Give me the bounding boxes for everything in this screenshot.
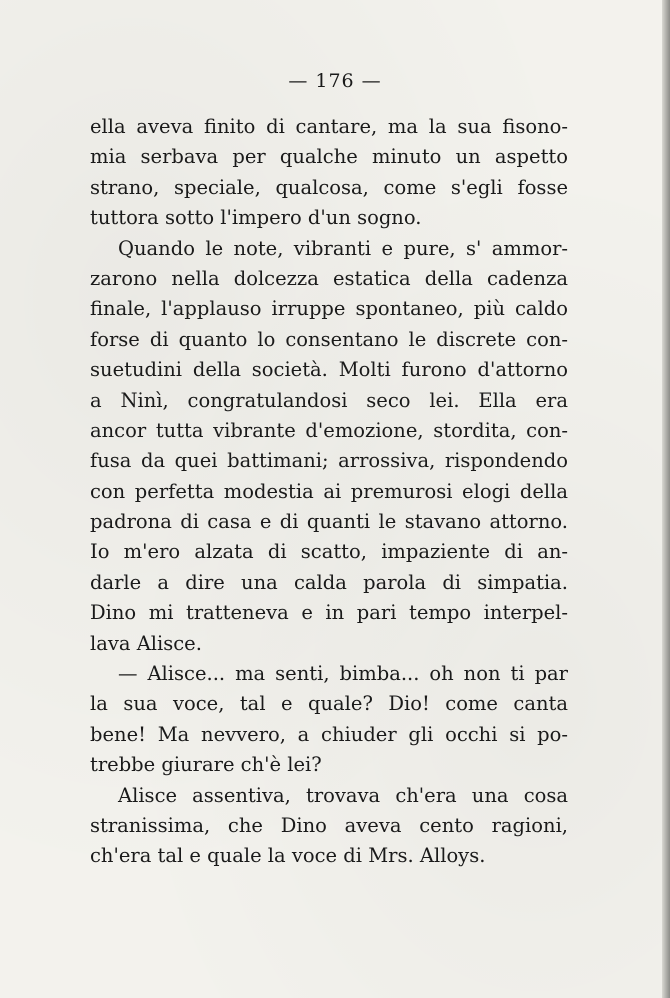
text-line: lava Alisce. <box>90 631 202 655</box>
text-line: trebbe giurare ch'è lei? <box>90 753 322 777</box>
page-number: — 176 — <box>288 70 382 92</box>
text-line: a Ninì, congratulandosi seco lei. Ella era <box>90 388 568 412</box>
text-line: suetudini della società. Molti furono d'attorno <box>90 358 568 382</box>
text-line: ch'era tal e quale la voce di Mrs. Alloys. <box>90 844 486 868</box>
text-line: Io m'ero alzata di scatto, impaziente di an- <box>90 540 568 564</box>
text-line: — Alisce... ma senti, bimba... oh non ti par <box>118 662 568 686</box>
text-line: mia serbava per qualche minuto un aspetto <box>90 145 568 169</box>
text-line: fusa da quei battimani; arrossiva, rispondendo <box>90 449 568 473</box>
text-line: zarono nella dolcezza estatica della cadenza <box>90 266 568 290</box>
text-line: ella aveva finito di cantare, ma la sua fisono- <box>90 115 568 138</box>
text-line: bene! Ma nevvero, a chiuder gli occhi si po- <box>90 722 568 746</box>
text-line: la sua voce, tal e quale? Dio! come canta <box>90 692 568 716</box>
text-line: darle a dire una calda parola di simpatia. <box>90 570 568 594</box>
text-line: padrona di casa e di quanti le stavano attorno. <box>90 510 568 534</box>
text-line: Alisce assentiva, trovava ch'era una cosa <box>118 783 568 807</box>
text-line: stranissima, che Dino aveva cento ragioni, <box>90 813 568 837</box>
text-line: Dino mi tratteneva e in pari tempo interpel- <box>90 601 568 625</box>
page-edge-shadow <box>662 0 670 998</box>
text-line: tuttora sotto l'impero d'un sogno. <box>90 206 422 230</box>
text-line: ancor tutta vibrante d'emozione, stordita, con- <box>90 418 568 442</box>
text-line: forse di quanto lo consentano le discrete con- <box>90 327 568 351</box>
text-line: Quando le note, vibranti e pure, s' ammor- <box>118 236 568 260</box>
text-line: con perfetta modestia ai premurosi elogi della <box>90 479 568 503</box>
body-text <box>90 112 568 872</box>
text-line: strano, speciale, qualcosa, come s'egli fosse <box>90 175 568 199</box>
text-line: finale, l'applauso irruppe spontaneo, più caldo <box>90 297 568 321</box>
